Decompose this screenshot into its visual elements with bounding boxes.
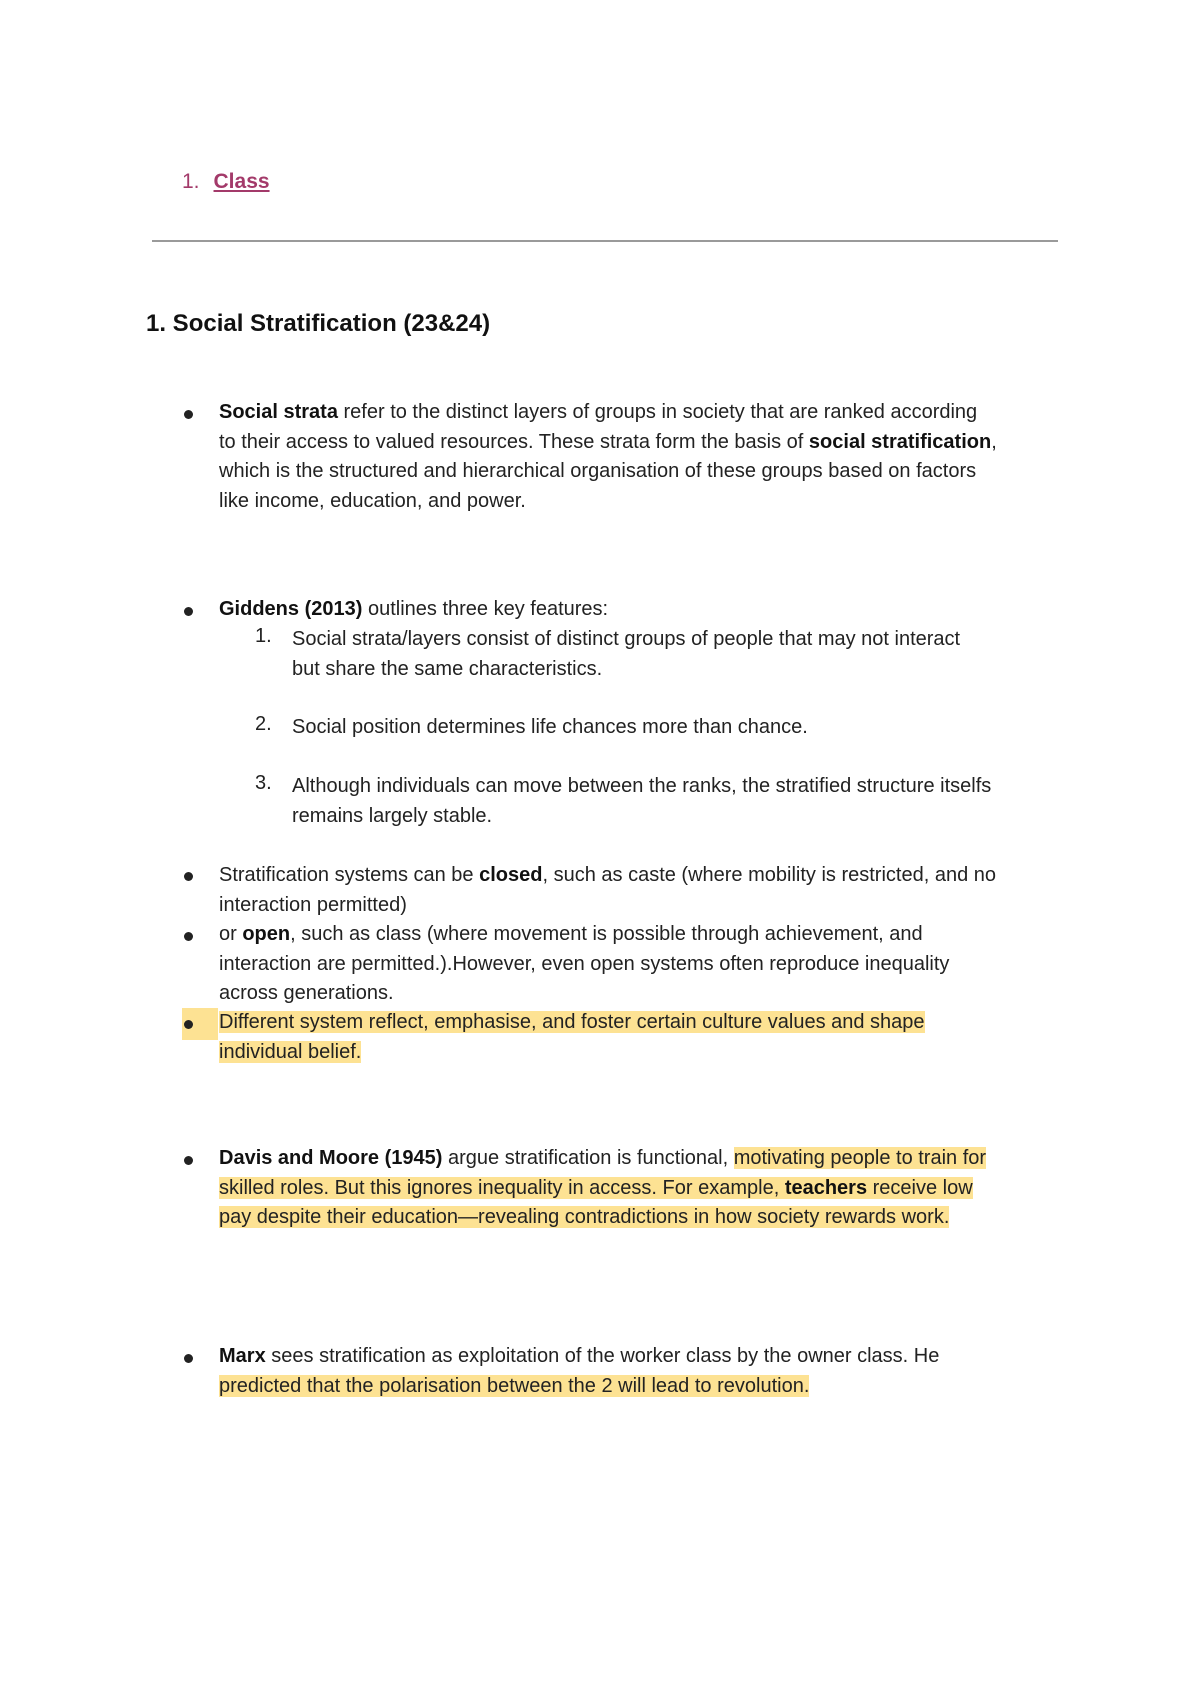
bullet-davis-moore: Davis and Moore (1945) argue stratification is functional, motivating people to train for skilled roles. But this ignores inequality in access. For example, teachers receive low pay despite their education—revealing contradictions in how society rewards work.: [219, 1147, 987, 1228]
list-item: Social position determines life chances more than chance.: [292, 716, 808, 738]
term: Social strata: [219, 401, 338, 423]
term: social stratification: [808, 430, 992, 453]
bullet-icon: [184, 607, 193, 616]
list-number: 1.: [255, 625, 272, 647]
bullet-icon: [184, 1156, 193, 1165]
term: Marx: [219, 1345, 266, 1367]
term: Giddens (2013): [219, 598, 363, 620]
list-item: Although individuals can move between the ranks, the stratified structure itselfs remains largely stable.: [292, 775, 992, 827]
list-number: 2.: [255, 713, 272, 735]
term: teachers: [784, 1176, 868, 1199]
bullet-icon: [184, 1354, 193, 1363]
toc-entry: [182, 170, 270, 194]
toc-link-class[interactable]: Class: [213, 170, 270, 193]
bullet-icon: [184, 872, 193, 881]
section-heading: 1. Social Stratification (23&24): [146, 310, 491, 337]
term: closed: [479, 864, 543, 886]
list-item: Social strata/layers consist of distinct groups of people that may not interact but share the same characteristics.: [292, 628, 961, 680]
bullet-icon: [184, 1020, 193, 1029]
bullet-culture-values: Different system reflect, emphasise, and foster certain culture values and shape individual belief.: [219, 1011, 925, 1063]
toc-number: 1.: [182, 170, 200, 193]
bullet-social-strata: Social strata refer to the distinct layers of groups in society that are ranked according to their access to valued resources. These strata form the basis of social stratification, which is the structured and hierarchical organisation of these groups based on factors like income, education, and power.: [219, 401, 997, 512]
bullet-closed: Stratification systems can be closed, such as caste (where mobility is restricted, and no interaction permitted): [219, 864, 996, 916]
list-number: 3.: [255, 772, 272, 794]
horizontal-rule: [152, 240, 1058, 242]
bullet-open: or open, such as class (where movement is possible through achievement, and interaction are permitted.).However, even open systems often reproduce inequality across generations.: [219, 923, 950, 1004]
bullet-icon: [184, 932, 193, 941]
term: Davis and Moore (1945): [219, 1147, 443, 1169]
bullet-giddens: Giddens (2013) outlines three key features:: [219, 598, 609, 620]
term: open: [242, 923, 291, 945]
bullet-marx: Marx sees stratification as exploitation of the worker class by the owner class. He predicted that the polarisation between the 2 will lead to revolution.: [219, 1345, 940, 1397]
bullet-icon: [184, 410, 193, 419]
